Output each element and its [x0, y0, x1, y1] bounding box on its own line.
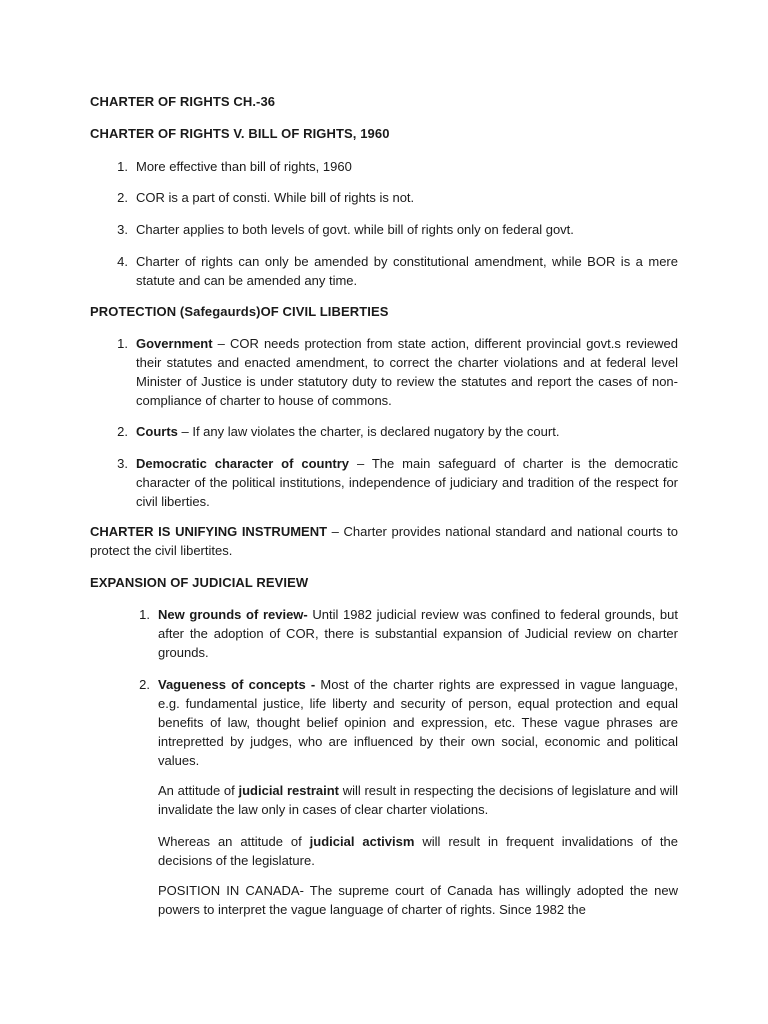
- section-heading-protection: PROTECTION (Safegaurds)OF CIVIL LIBERTIES: [90, 304, 389, 319]
- list-item: [158, 675, 678, 770]
- paragraph-text: Whereas an attitude of: [158, 834, 310, 849]
- paragraph-judicial-activism: [158, 832, 678, 870]
- item-text: – If any law violates the charter, is declared nugatory by the court.: [177, 424, 560, 439]
- list-number: 2.: [139, 677, 150, 692]
- term-government: Government: [136, 336, 213, 351]
- list-item: [136, 454, 678, 511]
- term-democratic-character: Democratic character of country: [136, 456, 350, 471]
- item-text: – COR needs protection from state action, different provincial govt.s reviewed their statutes and enacted amendment, to correct the charter violations and at federal level Minister of Justice is under statutory duty to review the statutes and report the cases of non-compliance of charter to house of commons.: [136, 336, 678, 408]
- list-number: 3.: [117, 222, 128, 237]
- term-judicial-restraint: judicial restraint: [238, 783, 339, 798]
- paragraph-position-in-canada: POSITION IN CANADA- The supreme court of Canada has willingly adopted the new powers to interpret the vague language of charter of rights. Since 1982 the: [158, 883, 678, 917]
- list-number: 4.: [117, 254, 128, 269]
- term-judicial-activism: judicial activism: [309, 834, 415, 849]
- list-item: Charter of rights can only be amended by constitutional amendment, while BOR is a mere statute and can be amended any time.: [136, 254, 678, 288]
- paragraph-text: will result in frequent invalidations of the decisions of the legislature.: [158, 834, 679, 868]
- term-vagueness: Vagueness of concepts -: [158, 677, 316, 692]
- list-item: [136, 422, 678, 441]
- term-unifying-instrument: CHARTER IS UNIFYING INSTRUMENT: [90, 524, 328, 539]
- list-number: 2.: [117, 424, 128, 439]
- list-item: More effective than bill of rights, 1960: [136, 159, 352, 174]
- item-text: – The main safeguard of charter is the democratic character of the political institutions, independence of judiciary and tradition of the respect for civil liberties.: [136, 456, 678, 509]
- paragraph-text: will result in respecting the decisions of legislature and will invalidate the law only in cases of clear charter violations.: [158, 783, 679, 817]
- paragraph-text: An attitude of: [158, 783, 239, 798]
- list-item: [158, 605, 678, 662]
- list-number: 1.: [139, 607, 150, 622]
- item-text: Most of the charter rights are expressed in vague language, e.g. fundamental justice, life liberty and security of person, equal protection and equal benefits of law, thought belief opinion and expression, etc. These vague phrases are intrepretted by judges, who are influenced by their own social, economic and political values.: [158, 677, 678, 768]
- list-number: 2.: [117, 190, 128, 205]
- paragraph-text: – Charter provides national standard and national courts to protect the civil libertites.: [90, 524, 678, 558]
- list-number: 1.: [117, 159, 128, 174]
- list-item: Charter applies to both levels of govt. while bill of rights only on federal govt.: [136, 222, 574, 237]
- list-item: COR is a part of consti. While bill of rights is not.: [136, 190, 415, 205]
- list-item: [136, 334, 678, 410]
- section-heading-judicial-review: EXPANSION OF JUDICIAL REVIEW: [90, 575, 309, 590]
- document-title: CHARTER OF RIGHTS CH.-36: [90, 94, 276, 109]
- paragraph-unifying-instrument: [90, 522, 678, 560]
- section-heading-charter-vs-bor: CHARTER OF RIGHTS V. BILL OF RIGHTS, 1960: [90, 126, 390, 141]
- item-text: Until 1982 judicial review was confined to federal grounds, but after the adoption of COR, there is substantial expansion of Judicial review on charter grounds.: [158, 607, 678, 660]
- term-new-grounds: New grounds of review-: [158, 607, 308, 622]
- paragraph-judicial-restraint: [158, 781, 678, 819]
- list-number: 3.: [117, 456, 128, 471]
- list-number: 1.: [117, 336, 128, 351]
- term-courts: Courts: [136, 424, 178, 439]
